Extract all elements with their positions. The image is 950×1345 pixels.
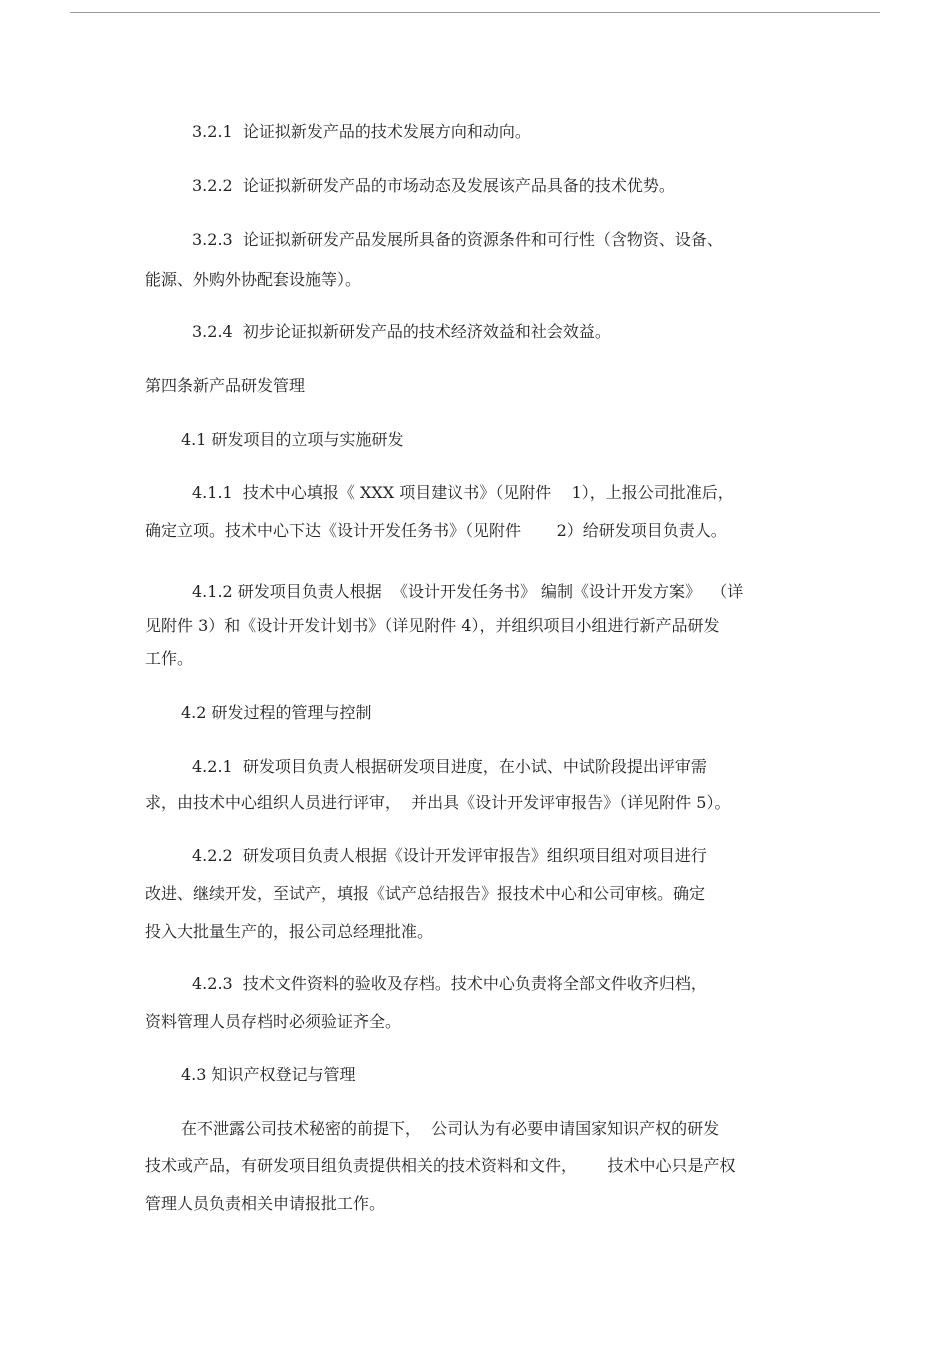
paragraph-ip-3: 管理人员负责相关申请报批工作。 — [145, 1194, 386, 1213]
section-4-3-heading: 4.3 知识产权登记与管理 — [181, 1065, 356, 1084]
clause-3-2-3: 3.2.3 论证拟新研发产品发展所具备的资源条件和可行性（含物资、设备、 — [192, 230, 723, 249]
clause-4-2-1: 4.2.1 研发项目负责人根据研发项目进度，在小试、中试阶段提出评审需 — [192, 757, 707, 776]
clause-3-2-3-cont: 能源、外购外协配套设施等）。 — [145, 270, 362, 289]
paragraph-ip-2: 技术或产品，有研发项目组负责提供相关的技术资料和文件， 技术中心只是产权 — [145, 1156, 736, 1175]
clause-4-1-1: 4.1.1 技术中心填报《 XXX 项目建议书》（见附件 1），上报公司批准后， — [192, 483, 734, 502]
header-rule — [70, 12, 880, 13]
clause-4-1-2-cont-1: 见附件 3）和《设计开发计划书》（详见附件 4），并组织项目小组进行新产品研发 — [145, 616, 720, 635]
clause-4-2-2-cont-2: 投入大批量生产的，报公司总经理批准。 — [145, 922, 434, 941]
clause-3-2-1: 3.2.1 论证拟新发产品的技术发展方向和动向。 — [192, 122, 531, 141]
clause-4-2-1-cont: 求，由技术中心组织人员进行评审， 并出具《设计开发评审报告》（详见附件 5）。 — [145, 793, 731, 812]
clause-3-2-2: 3.2.2 论证拟新研发产品的市场动态及发展该产品具备的技术优势。 — [192, 176, 675, 195]
clause-4-1-2: 4.1.2 研发项目负责人根据 《设计开发任务书》 编制《设计开发方案》 （详 — [192, 582, 744, 601]
clause-4-2-3: 4.2.3 技术文件资料的验收及存档。技术中心负责将全部文件收齐归档， — [192, 974, 707, 993]
clause-4-1-2-cont-2: 工作。 — [145, 649, 194, 668]
clause-3-2-4: 3.2.4 初步论证拟新研发产品的技术经济效益和社会效益。 — [192, 322, 611, 341]
clause-4-2-3-cont: 资料管理人员存档时必须验证齐全。 — [145, 1012, 402, 1031]
clause-4-2-2: 4.2.2 研发项目负责人根据《设计开发评审报告》组织项目组对项目进行 — [192, 846, 707, 865]
section-4-1-heading: 4.1 研发项目的立项与实施研发 — [181, 430, 404, 449]
section-4-2-heading: 4.2 研发过程的管理与控制 — [181, 703, 372, 722]
paragraph-ip-1: 在不泄露公司技术秘密的前提下， 公司认为有必要申请国家知识产权的研发 — [181, 1119, 720, 1138]
clause-4-1-1-cont: 确定立项。技术中心下达《设计开发任务书》（见附件 2）给研发项目负责人。 — [145, 521, 727, 540]
clause-4-2-2-cont-1: 改进、继续开发，至试产，填报《试产总结报告》报技术中心和公司审核。确定 — [145, 884, 706, 903]
article-4-heading: 第四条新产品研发管理 — [145, 376, 306, 395]
